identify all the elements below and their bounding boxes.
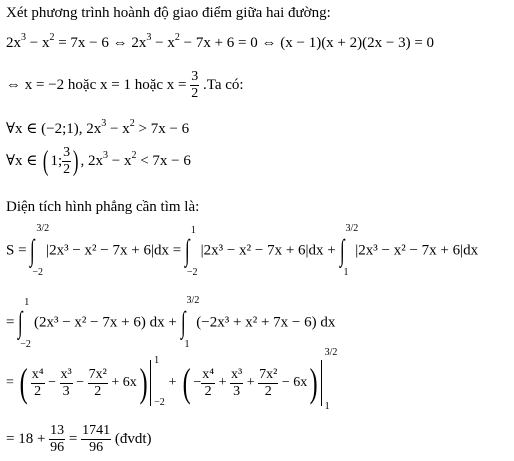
eval1-upper: 1 [154,355,160,366]
result-unit: (đvdt) [114,430,152,447]
anti-u3-num: 7x² [259,366,278,382]
antiderivative-line: = ( $\frac{\text{x⁴}}{2}$ − $\frac{\text{x³}}{3}$ − $\frac{\text{7x²}}{2}$ + 6x) 1 −2 + ( − $\frac{\text{x⁴}}{2}$ + $\frac{\text{x³}}{3}$ + $\frac{\text{7x²}}{2}$ − 6x) 3/2 1 [6,347,338,412]
anti-u3 [258,368,278,399]
result-f1-num: 13 [50,423,65,438]
ineq1-suffix: > 7x − 6 [134,121,190,137]
eval-bar-1 [150,355,165,408]
int2-body: |2x³ − x² − 7x + 6|dx + [200,242,336,259]
eq-exp2b: 2 [174,32,180,43]
inequality-2 [6,146,191,177]
ineq2-prefix: ∀x ∈ [6,152,38,169]
result-f1-den: 96 [50,440,65,455]
anti-plus: + [168,375,177,391]
split-line [6,295,336,350]
anti-eq: = [6,375,14,391]
area-label: Diện tích hình phẳng cần tìm là: [6,199,200,215]
inequality-1 [6,118,190,137]
ineq2-after: , 2x [80,152,103,169]
integral-1 [30,223,50,278]
anti-t4: + 6x [111,375,137,391]
ineq1-prefix: ∀x ∈ (−2;1), 2x [6,121,102,137]
eq-exp3b: 3 [146,32,152,43]
int-eq: = [172,242,182,259]
result-frac-1 [49,424,65,455]
anti-u1 [201,368,215,399]
int1-body: |2x³ − x² − 7x + 6|dx [46,242,169,259]
eq-mid: − x [26,35,50,51]
split-integral-1 [18,297,31,350]
roots-frac-num: 3 [191,69,199,84]
anti-u1-den: 2 [204,383,212,399]
split-sign-2: ∫ [180,306,186,339]
eval2-upper: 3/2 [324,347,338,358]
anti-t3-den: 2 [94,383,102,399]
anti-t2-num: x³ [60,366,72,382]
anti-t2-den: 3 [62,383,70,399]
result-mid: = [68,430,78,447]
split-body-1: (2x³ − x² − 7x + 6) dx + [33,314,177,331]
split1-upper: 1 [24,297,30,308]
anti-u3-den: 2 [264,383,272,399]
int1-upper: 3/2 [36,223,50,234]
integral-sign-3: ∫ [339,234,345,267]
anti-t1 [31,368,45,399]
eval2-lower: 1 [324,401,330,412]
ineq2-fraction [62,146,71,177]
roots-after: .Ta có: [202,76,244,93]
int3-body: |2x³ − x² − 7x + 6|dx [355,242,479,259]
ineq2-interval-left: 1; [50,152,63,169]
eq-rest2: − x [151,35,175,51]
anti-t3-num: 7x² [88,366,107,382]
result-f2-den: 96 [89,440,104,455]
intro-text: Xét phương trình hoành độ giao điểm giữa hai đường: [6,5,331,21]
split2-lower: 1 [184,339,190,350]
anti-t2 [60,368,73,399]
split2-upper: 3/2 [186,295,200,306]
ineq2-suffix: < 7x − 6 [136,152,191,169]
integral-3 [339,223,359,278]
result-line [6,424,152,455]
anti-paren-close-2: ) [309,360,318,405]
int1-lower: −2 [32,267,43,278]
ineq2-frac-num: 3 [63,145,71,160]
eq-lhs: 2x [6,35,21,51]
ineq2-e3: 3 [102,149,108,161]
anti-u2 [230,368,243,399]
split-eq: = [6,314,15,331]
anti-paren-close-1: ) [139,360,148,405]
result-f2-num: 1741 [82,423,111,438]
result-frac-2 [81,424,111,455]
anti-paren-open-1: ( [20,360,29,405]
integral-line [6,223,479,278]
ineq1-e2: 2 [129,118,135,129]
split-integral-2 [180,295,200,350]
anti-u2-num: x³ [231,366,243,382]
roots-frac-den: 2 [191,86,199,101]
int3-upper: 3/2 [345,223,359,234]
split-body-2: (−2x³ + x² + 7x − 6) dx [196,314,336,331]
int3-lower: 1 [343,267,349,278]
ineq2-e2: 2 [131,149,137,161]
int2-lower: −2 [186,267,198,278]
split1-lower: −2 [20,339,31,350]
anti-t1-den: 2 [34,383,42,399]
anti-paren-open-2: ( [182,360,191,405]
integral-sign-1: ∫ [30,234,35,267]
anti-u2-den: 3 [233,383,241,399]
integral-sign-2: ∫ [184,234,190,267]
anti-u4: − 6x [281,375,308,391]
eq-exp3: 3 [21,32,26,43]
roots-fraction [190,70,199,101]
main-equation [6,32,435,51]
roots-text: ⇔ x = −2 hoặc x = 1 hoặc x = [6,76,187,93]
ineq2-frac-den: 2 [63,162,71,177]
anti-t3 [88,368,108,399]
ineq1-e3: 3 [101,118,107,129]
paren-close: ) [73,145,79,177]
result-eq: = 18 + [6,430,46,447]
eq-rest1: = 7x − 6 ⇔ 2x [54,35,147,51]
split-sign-1: ∫ [18,306,23,339]
eq-exp2: 2 [49,32,55,43]
paren-open: ( [43,145,49,177]
eq-rest3: − 7x + 6 = 0 ⇔ (x − 1)(x + 2)(2x − 3) = 0 [179,35,435,51]
eval1-lower: −2 [154,397,165,408]
eval-bar-2 [321,347,338,412]
roots-line [6,70,244,101]
int2-upper: 1 [190,225,196,236]
anti-u1-num: x⁴ [202,366,215,382]
s-label: S = [6,242,27,259]
ineq2-mid: − x [107,152,132,169]
ineq1-mid: − x [106,121,130,137]
integral-2 [184,225,198,278]
anti-t1-num: x⁴ [31,366,44,382]
